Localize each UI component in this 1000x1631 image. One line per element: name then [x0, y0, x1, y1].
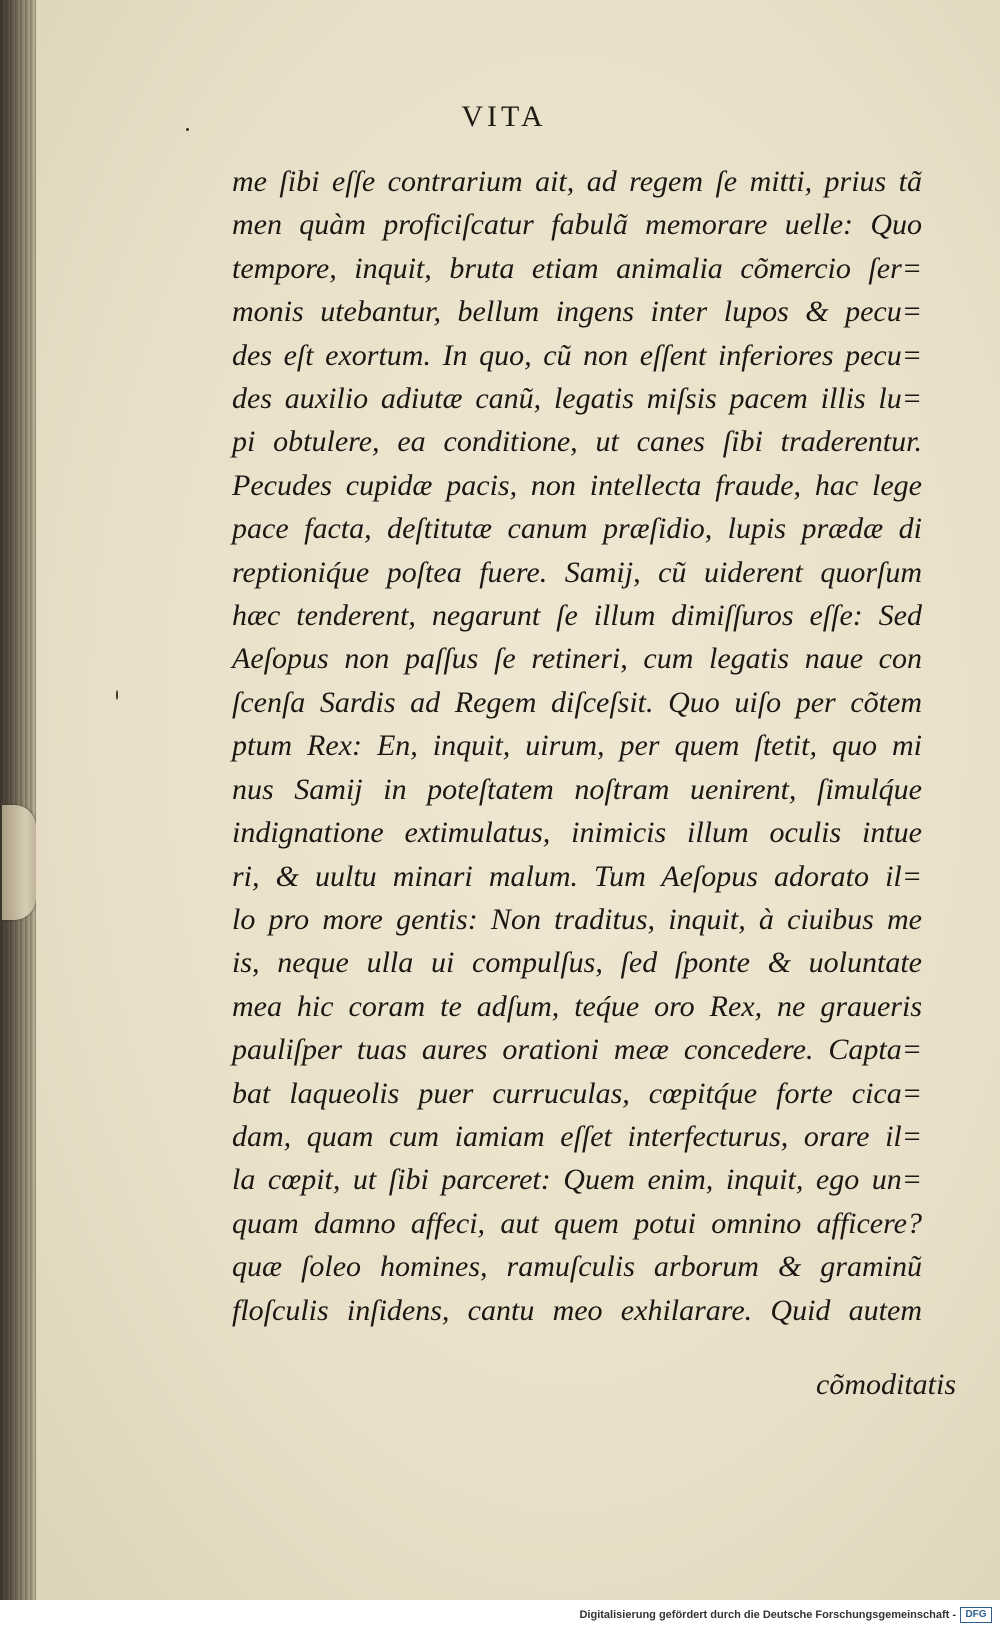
text-line: des eſt exortum. In quo, cũ non eſſent inferiores pecu= [232, 338, 922, 372]
ink-speck [186, 128, 189, 131]
text-line: quam damno affeci, aut quem potui omnino afficere? [232, 1206, 922, 1240]
text-line: floſculis inſidens, cantu meo exhilarare. Quid autem [232, 1293, 922, 1327]
text-line: Pecudes cupidæ pacis, non intellecta fraude, hac lege [232, 468, 922, 502]
book-page [36, 0, 1000, 1600]
catchword: cõmoditatis [816, 1368, 956, 1401]
dfg-logo: DFG [960, 1607, 992, 1623]
running-head: VITA [461, 100, 547, 133]
text-line: Aeſopus non paſſus ſe retineri, cum legatis naue con [232, 642, 922, 676]
ink-speck [116, 690, 118, 700]
text-line: reptioniq́ue poſtea fuere. Samij, cũ uiderent quorſum [232, 555, 922, 589]
text-line: tempore, inquit, bruta etiam animalia cõmercio ſer= [232, 251, 922, 285]
text-line: ri, & uultu minari malum. Tum Aeſopus adorato il= [232, 859, 922, 893]
text-line: bat laqueolis puer curruculas, cœpitq́ue forte cica= [232, 1076, 922, 1110]
text-line: pi obtulere, ea conditione, ut canes ſibi traderentur. [232, 425, 922, 459]
text-block [232, 160, 922, 1332]
text-line: dam, quam cum iamiam eſſet interfecturus, orare il= [232, 1119, 922, 1153]
text-line: indignatione extimulatus, inimicis illum oculis intue [232, 816, 922, 850]
text-line: nus Samij in poteſtatem noſtram uenirent, ſimulq́ue [232, 772, 922, 806]
text-line: is, neque ulla ui compulſus, ſed ſponte & uoluntate [232, 946, 922, 980]
page-clip [2, 805, 36, 920]
text-line: hæc tenderent, negarunt ſe illum dimiſſuros eſſe: Sed [232, 599, 922, 633]
text-line: ſcenſa Sardis ad Regem diſceſsit. Quo uiſo per cõtem [232, 685, 922, 719]
text-line: men quàm proficiſcatur fabulã memorare uelle: Quo [232, 208, 922, 242]
funding-credit: Digitalisierung gefördert durch die Deutsche Forschungsgemeinschaft - [579, 1609, 956, 1621]
text-line: la cœpit, ut ſibi parceret: Quem enim, inquit, ego un= [232, 1163, 922, 1197]
text-line: pauliſper tuas aures orationi meæ concedere. Capta= [232, 1033, 922, 1067]
text-line: ptum Rex: En, inquit, uirum, per quem ſtetit, quo mi [232, 729, 922, 763]
text-line: me ſibi eſſe contrarium ait, ad regem ſe mitti, prius tã [232, 165, 922, 198]
text-line: mea hic coram te adſum, teq́ue oro Rex, ne graueris [232, 989, 922, 1023]
digitization-footer [0, 1600, 1000, 1631]
text-line: lo pro more gentis: Non traditus, inquit, à ciuibus me [232, 902, 922, 936]
text-line: pace facta, deſtitutæ canum præſidio, lupis prædæ di [232, 512, 922, 546]
text-line: monis utebantur, bellum ingens inter lupos & pecu= [232, 295, 922, 329]
text-line: quæ ſoleo homines, ramuſculis arborum & graminũ [232, 1250, 922, 1284]
text-line: des auxilio adiutæ canũ, legatis miſsis pacem illis lu= [232, 382, 922, 416]
